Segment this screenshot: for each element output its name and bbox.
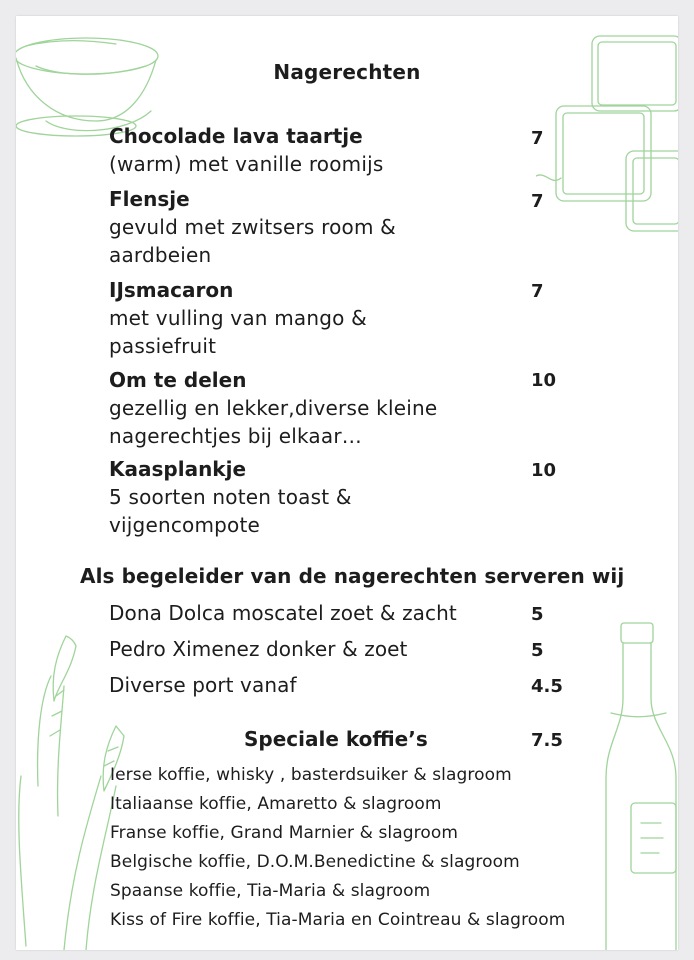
dish-item xyxy=(109,185,569,269)
dish-description: gevuld met zwitsers room & aardbeien xyxy=(109,215,396,267)
dish-name: IJsmacaron xyxy=(109,278,234,302)
bottle-illustration xyxy=(601,618,678,950)
dish-item xyxy=(109,455,569,539)
dish-item xyxy=(109,122,569,178)
dish-name: Chocolade lava taartje xyxy=(109,124,363,148)
wine-price: 5 xyxy=(531,604,544,625)
wines-section-title: Als begeleider van de nagerechten serveren wij xyxy=(80,564,625,588)
dish-item xyxy=(109,366,569,450)
dish-price: 7 xyxy=(531,191,544,212)
dish-name: Kaasplankje xyxy=(109,457,247,481)
dish-price: 7 xyxy=(531,128,544,149)
page-title: Nagerechten xyxy=(273,60,421,84)
dish-price: 10 xyxy=(531,370,557,391)
coffee-item: Ierse koffie, whisky , basterdsuiker & slagroom xyxy=(110,765,512,785)
dish-description: gezellig en lekker,diverse kleine nagerechtjes bij elkaar… xyxy=(109,396,438,448)
wine-item: Dona Dolca moscatel zoet & zacht xyxy=(109,601,457,625)
coffee-price: 7.5 xyxy=(531,730,563,751)
wine-item: Pedro Ximenez donker & zoet xyxy=(109,637,408,661)
coffee-item: Belgische koffie, D.O.M.Benedictine & slagroom xyxy=(110,852,520,872)
dish-price: 7 xyxy=(531,281,544,302)
coffee-item: Franse koffie, Grand Marnier & slagroom xyxy=(110,823,459,843)
dish-name: Om te delen xyxy=(109,368,247,392)
coffee-item: Italiaanse koffie, Amaretto & slagroom xyxy=(110,794,442,814)
wine-item: Diverse port vanaf xyxy=(109,673,297,697)
wine-price: 4.5 xyxy=(531,676,563,697)
dish-name: Flensje xyxy=(109,187,190,211)
coffee-item: Spaanse koffie, Tia-Maria & slagroom xyxy=(110,881,431,901)
dish-item xyxy=(109,276,569,360)
dish-price: 10 xyxy=(531,460,557,481)
coffee-item: Kiss of Fire koffie, Tia-Maria en Cointreau & slagroom xyxy=(110,910,566,930)
coffee-section-title: Speciale koffie’s xyxy=(244,727,428,751)
dish-description: met vulling van mango & passiefruit xyxy=(109,306,367,358)
dish-description: (warm) met vanille roomijs xyxy=(109,152,384,176)
dish-description: 5 soorten noten toast & vijgencompote xyxy=(109,485,352,537)
wine-price: 5 xyxy=(531,640,544,661)
